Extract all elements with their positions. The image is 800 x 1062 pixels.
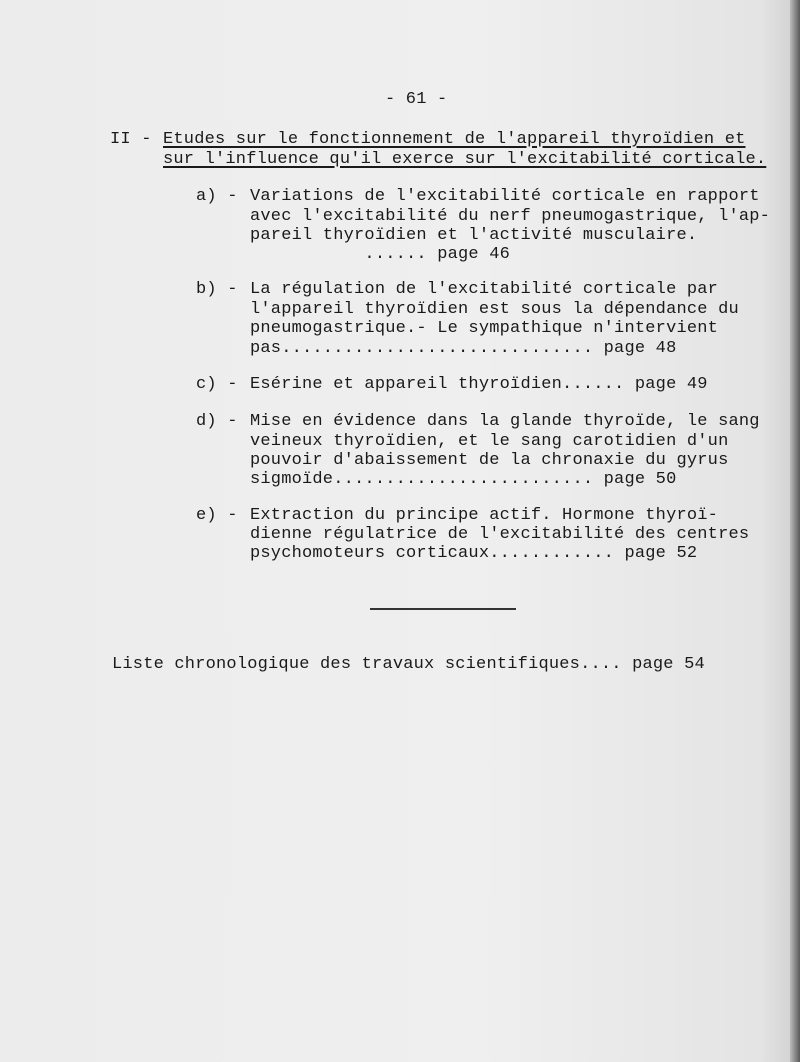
section-number: II -	[110, 130, 152, 149]
item-label: c) -	[196, 375, 238, 394]
item-page-ref: pas.............................. page 48	[250, 339, 677, 358]
item-line: pareil thyroïdien et l'activité musculaire.	[250, 226, 698, 245]
final-entry: Liste chronologique des travaux scientifiques.... page 54	[112, 655, 705, 674]
item-line: Extraction du principe actif. Hormone thyroï-	[250, 506, 719, 525]
item-label: e) -	[196, 506, 238, 525]
page-number: - 61 -	[385, 90, 448, 109]
item-label: a) -	[196, 187, 238, 206]
item-page-ref: Esérine et appareil thyroïdien...... page 49	[250, 375, 708, 394]
item-line: pneumogastrique.- Le sympathique n'intervient	[250, 319, 719, 338]
item-line: pouvoir d'abaissement de la chronaxie du gyrus	[250, 451, 729, 470]
item-line: Variations de l'excitabilité corticale en rapport	[250, 187, 760, 206]
item-label: d) -	[196, 412, 238, 431]
section-title-line-2: sur l'influence qu'il exerce sur l'excitabilité corticale.	[163, 150, 767, 169]
item-line: La régulation de l'excitabilité corticale par	[250, 280, 719, 299]
section-title-line-1: Etudes sur le fonctionnement de l'appareil thyroïdien et	[163, 130, 746, 149]
item-label: b) -	[196, 280, 238, 299]
item-line: dienne régulatrice de l'excitabilité des centres	[250, 525, 750, 544]
item-line: avec l'excitabilité du nerf pneumogastrique, l'ap-	[250, 207, 771, 226]
separator-line	[370, 608, 516, 610]
item-page-ref: ...... page 46	[250, 245, 511, 264]
item-page-ref: sigmoïde......................... page 50	[250, 470, 677, 489]
page-edge-shadow	[790, 0, 800, 1062]
item-line: Mise en évidence dans la glande thyroïde, le sang	[250, 412, 760, 431]
item-line: veineux thyroïdien, et le sang carotidien d'un	[250, 432, 729, 451]
item-line: l'appareil thyroïdien est sous la dépendance du	[250, 300, 739, 319]
item-page-ref: psychomoteurs corticaux............ page 52	[250, 544, 698, 563]
